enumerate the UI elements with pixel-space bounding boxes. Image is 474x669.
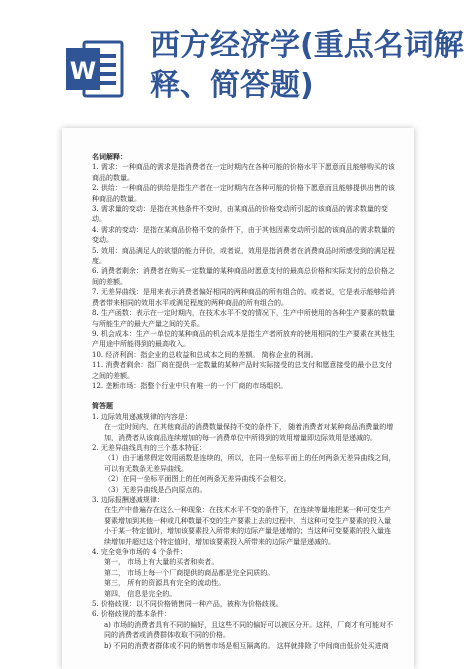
term-item: 5. 效用：商品满足人的欲望的能力评价，或者说，效用是指消费者在消费商品时所感受到的满足程度。 bbox=[92, 246, 395, 266]
page-title: 西方经济学(重点名词解释、简答题) bbox=[150, 28, 464, 103]
answer-item: 4. 完全竞争市场的 4 个条件： bbox=[92, 548, 187, 557]
term-item: 12. 垄断市场：指整个行业中只有唯一的一个厂商的市场组织。 bbox=[92, 381, 288, 390]
answer-item: 2. 无差异曲线具有的三个基本特征： bbox=[92, 443, 206, 452]
document-body bbox=[92, 152, 397, 651]
document-page bbox=[62, 128, 414, 669]
word-doc-icon bbox=[64, 38, 126, 100]
answer-item: a) 市场的消费者具有不同的偏好，且这些不同的偏好可以被区分开。这样，厂商才有可能对不同的消费者或消费群体收取不同的价格。 bbox=[104, 620, 394, 640]
answer-item: 第一， 市场上有大量的买者和卖者。 bbox=[104, 558, 219, 567]
term-item: 4. 需求的变动：是指在某商品价格不变的条件下，由于其他因素变动所引起的该商品的需求数量的变动。 bbox=[92, 225, 395, 245]
answer-item: 1. 边际效用递减规律的内容是： bbox=[92, 412, 192, 421]
term-item: 8. 生产函数：表示在一定时期内，在技术水平不变的情况下，生产中所使用的各种生产要素的数量与所能生产的最大产量之间的关系。 bbox=[92, 309, 395, 328]
term-item: 6. 消费者剩余：消费者在购买一定数量的某种商品时愿意支付的最高总价格和实际支付的总价格之间的差额。 bbox=[92, 267, 395, 286]
answer-item: 第三， 所有的资源具有完全的流动性。 bbox=[104, 579, 226, 588]
header bbox=[0, 0, 474, 128]
answer-item: 在一定时间内，在其他商品的消费数量保持不变的条件下， 随着消费者对某种商品消费量的增加，消费者从该商品连续增加的每一消费单位中所得到的效用增量即边际效用是递减的。 bbox=[104, 423, 394, 442]
answer-item: b) 不同的消费者群体或不同的销售市场是相互隔离的。 这样就排除了中间商由低价处买进商 bbox=[104, 641, 389, 650]
term-item: 9. 机会成本：生产一单位的某种商品的机会成本是指生产者所放弃的使用相同的生产要素在其他生产用途中所能得到的最高收入。 bbox=[92, 329, 395, 349]
answer-item: （3）无差异曲线是凸向原点的。 bbox=[104, 485, 207, 494]
term-item: 3. 需求量的变动：是指在其他条件不变时，由某商品的价格变动所引起的该商品的需求数量的变动。 bbox=[92, 205, 388, 224]
term-item: 7. 无差异曲线：是用来表示消费者偏好相同的两种商品的所有组合的。或者说，它是表示能够给消费者带来相同的效用水平或满足程度的两种商品的所有组合的。 bbox=[92, 288, 395, 307]
svg-text:W: W bbox=[69, 57, 97, 85]
term-item: 1. 需求：一种商品的需求是指消费者在一定时期内在各种可能的价格水平下愿意而且能够购买的该商品的数量。 bbox=[92, 163, 395, 182]
answer-item: （1）由于通常假定效用函数是连续的，所以，在同一坐标平面上的任何两条无差异曲线之间，可以有无数条无差异曲线。 bbox=[104, 454, 396, 473]
answer-item: （2）在同一坐标平面图上的任何两条无差异曲线不会相交。 bbox=[104, 475, 291, 484]
answer-item: 第二， 市场上每一个厂商提供的商品都是完全同质的。 bbox=[104, 568, 275, 577]
term-item: 10. 经济利润：指企业的总收益和总成本之间的差额。 简称企业的利润。 bbox=[92, 350, 318, 359]
term-item: 2. 供给：一种商品的供给是指生产者在一定时期内在各种可能的价格下愿意而且能够提供出售的该种商品的数量。 bbox=[92, 184, 395, 203]
terms-list bbox=[92, 162, 397, 391]
answer-item: 3. 边际报酬递减规律： bbox=[92, 496, 164, 504]
answer-item: 5. 价格歧视：以不同价格销售同一种产品，被称为价格歧视。 bbox=[92, 600, 283, 609]
section-title-terms: 名词解释： bbox=[92, 152, 127, 161]
section-title-answers: 简答题 bbox=[92, 401, 113, 411]
answer-item: 6. 价格歧视的基本条件： bbox=[92, 610, 171, 619]
answer-item: 第四， 信息是完全的。 bbox=[104, 589, 177, 598]
answers-list bbox=[92, 412, 397, 651]
answer-item: 在生产中普遍存在这么一种现象：在技术水平不变的条件下，在连续等量地把某一种可变生产要素增加到其他一种或几种数量不变的生产要素上去的过程中，当这种可变生产要素的投入量小于某一特定值时，增加该要素投入所带来的边际产量是递增的；当这种可变要素的投入量连续增加并超过这个特定值时，增加该要素投入所带来的边际产量是递减的。 bbox=[104, 506, 391, 546]
term-item: 11. 消费者剩余：指厂商在提供一定数量的某种产品时实际接受的总支付和愿意接受的最小总支付之间的差额。 bbox=[92, 361, 393, 380]
